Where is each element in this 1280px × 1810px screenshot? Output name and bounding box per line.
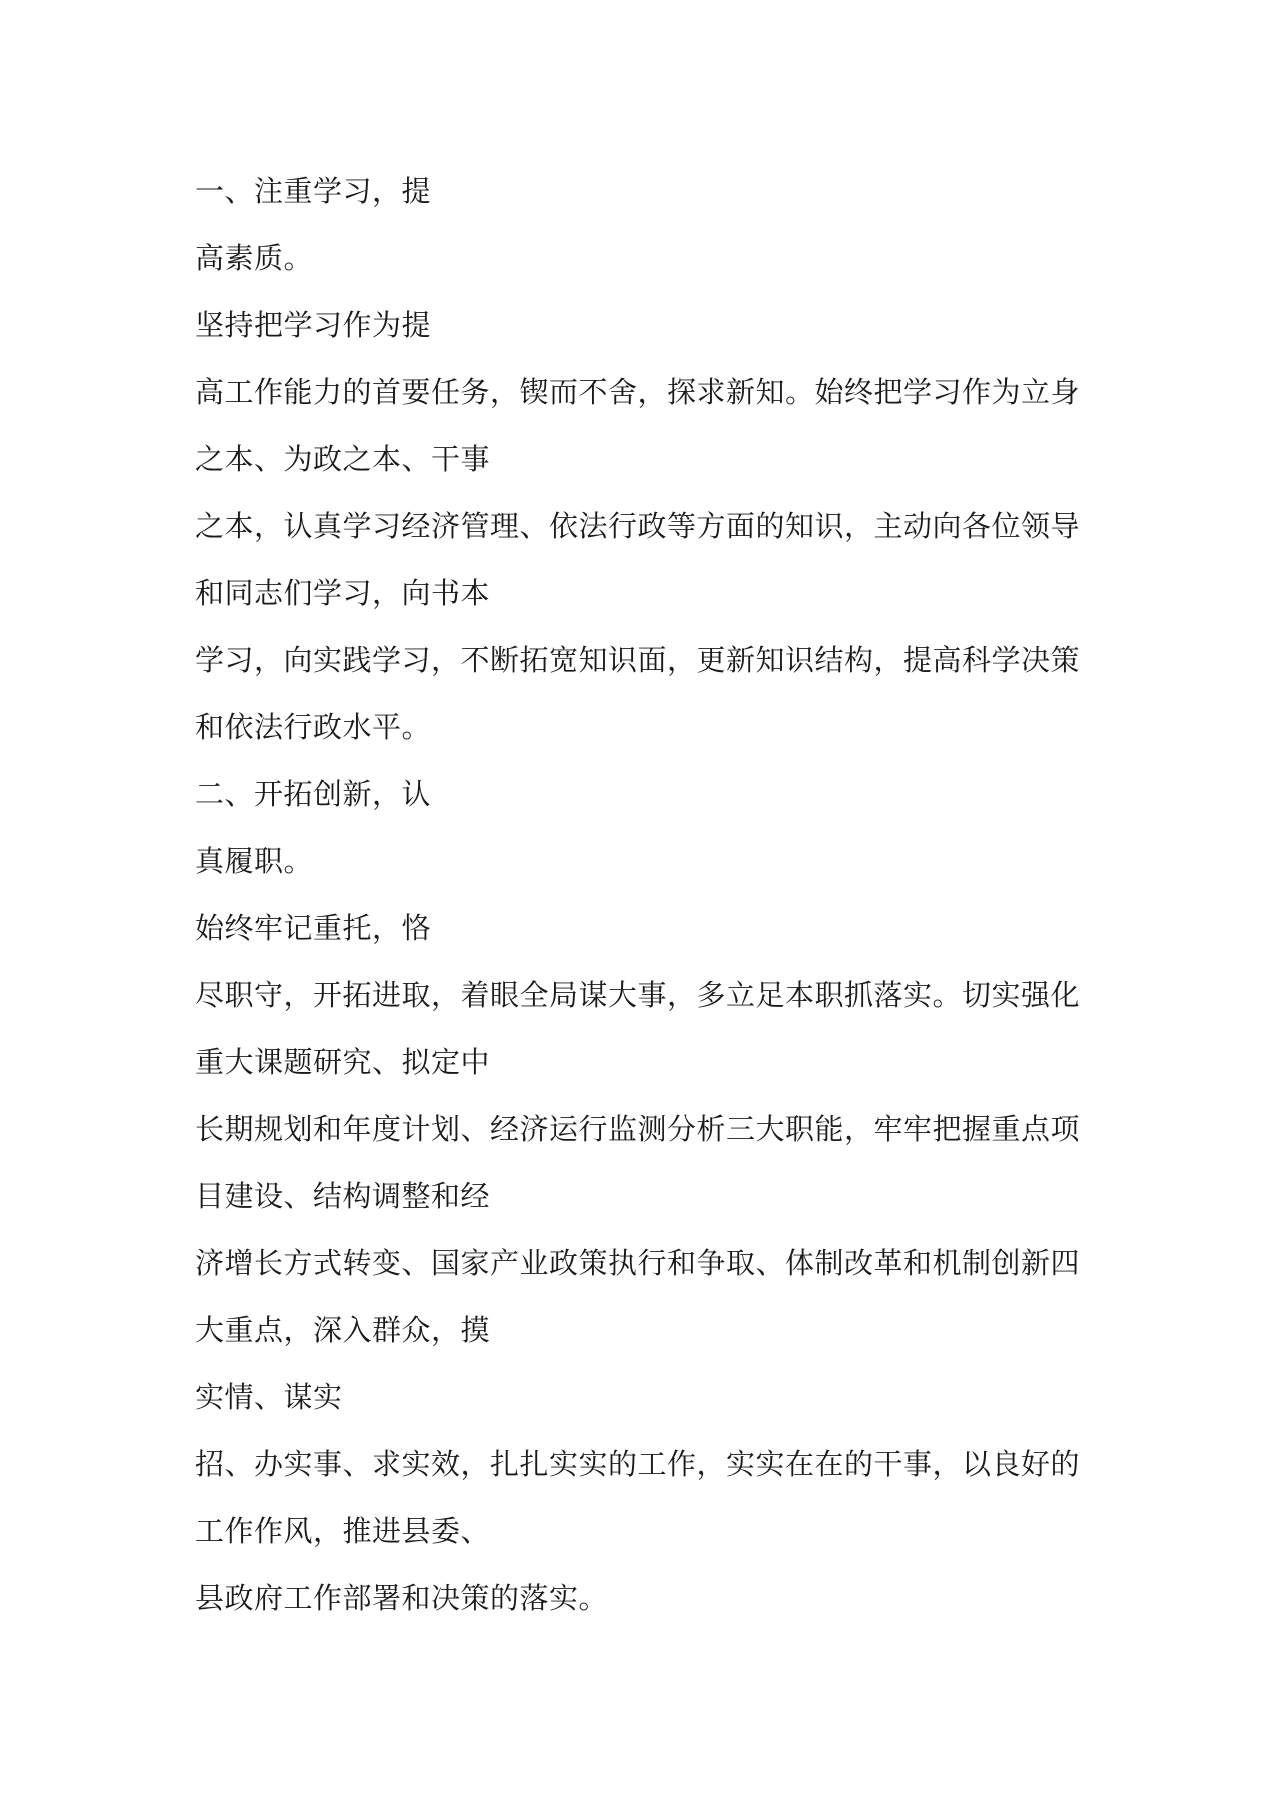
text-line: 重大课题研究、拟定中 <box>195 1045 491 1079</box>
text-line: 高工作能力的首要任务，锲而不舍，探求新知。始终把学习作为立身 <box>195 375 1081 409</box>
heading-line: 一、注重学习，提 <box>195 174 432 208</box>
text-line: 县政府工作部署和决策的落实。 <box>195 1581 609 1615</box>
text-line: 大重点，深入群众，摸 <box>195 1313 491 1347</box>
heading-line: 高素质。 <box>195 241 314 275</box>
heading-line: 真履职。 <box>195 844 314 878</box>
text-line: 和同志们学习，向书本 <box>195 576 491 610</box>
text-line: 长期规划和年度计划、经济运行监测分析三大职能，牢牢把握重点项 <box>195 1112 1081 1146</box>
text-line: 尽职守，开拓进取，着眼全局谋大事，多立足本职抓落实。切实强化 <box>195 978 1081 1012</box>
text-line: 和依法行政水平。 <box>195 710 432 744</box>
text-line: 工作作风，推进县委、 <box>195 1514 491 1548</box>
text-line: 坚持把学习作为提 <box>195 308 432 342</box>
heading-line: 二、开拓创新，认 <box>195 777 432 811</box>
document-body <box>195 158 1115 1632</box>
text-line: 招、办实事、求实效，扎扎实实的工作，实实在在的干事，以良好的 <box>195 1447 1081 1481</box>
text-line: 济增长方式转变、国家产业政策执行和争取、体制改革和机制创新四 <box>195 1246 1081 1280</box>
text-line: 之本，认真学习经济管理、依法行政等方面的知识，主动向各位领导 <box>195 509 1081 543</box>
text-line: 实情、谋实 <box>195 1380 343 1414</box>
text-line: 始终牢记重托，恪 <box>195 911 432 945</box>
text-line: 学习，向实践学习，不断拓宽知识面，更新知识结构，提高科学决策 <box>195 643 1081 677</box>
text-line: 目建设、结构调整和经 <box>195 1179 491 1213</box>
text-line: 之本、为政之本、干事 <box>195 442 491 476</box>
